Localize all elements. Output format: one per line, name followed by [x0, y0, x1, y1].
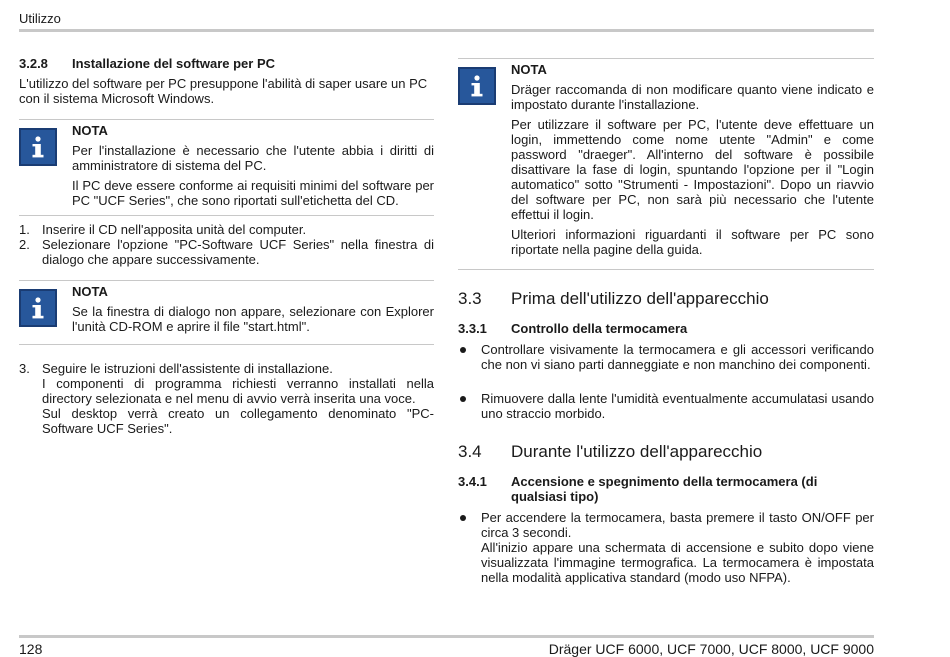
step-text: Selezionare l'opzione "PC-Software UCF Series" nella finestra di dialogo che appare successivamente.: [42, 237, 434, 267]
bullet-icon: [460, 515, 466, 521]
list-item: [458, 391, 874, 421]
section-number: 3.3.1: [458, 321, 487, 336]
note-paragraph: Dräger raccomanda di non modificare quanto viene indicato e impostato durante l'installazione.: [511, 82, 874, 112]
header-rule: [19, 29, 874, 32]
section-title: Prima dell'utilizzo dell'apparecchio: [511, 289, 769, 308]
bullet-icon: [460, 347, 466, 353]
step-text: Inserire il CD nell'apposita unità del computer.: [42, 222, 307, 237]
section-title: Controllo della termocamera: [511, 321, 688, 336]
section-title: Durante l'utilizzo dell'apparecchio: [511, 442, 763, 461]
bullet-text: All'inizio appare una schermata di accensione e subito dopo viene visualizzata l'immagine termografica. La termocamera è impostata nella modalità applicativa standard (modo uso NFPA).: [481, 540, 874, 585]
note-paragraph: Per l'installazione è necessario che l'utente abbia i diritti di amministratore di sistema del PC.: [72, 143, 434, 173]
list-item-step-2: [19, 237, 434, 267]
section-heading-3-3-1: [458, 321, 874, 337]
info-icon: [19, 289, 57, 327]
section-number: 3.2.8: [19, 56, 48, 71]
step-text: Seguire le istruzioni dell'assistente di installazione.: [42, 361, 333, 376]
page-header-title: Utilizzo: [19, 11, 61, 26]
note-paragraph: Il PC deve essere conforme ai requisiti minimi del software per PC "UCF Series", che sono riportati sull'etichetta del CD.: [72, 178, 434, 208]
section-title: Installazione del software per PC: [72, 56, 275, 71]
list-item: [458, 342, 874, 387]
step-number: 1.: [19, 222, 30, 237]
footer-rule: [19, 635, 874, 638]
step-number: 3.: [19, 361, 30, 376]
section-number: 3.3: [458, 289, 482, 308]
note-title: NOTA: [72, 284, 108, 299]
step-number: 2.: [19, 237, 30, 252]
intro-paragraph: L'utilizzo del software per PC presuppone l'abilità di saper usare un PC con il sistema Microsoft Windows.: [19, 76, 428, 106]
section-number: 3.4: [458, 442, 482, 461]
section-heading-3-4-1: [458, 474, 874, 506]
bullet-text: Rimuovere dalla lente l'umidità eventualmente accumulatasi usando uno straccio morbido.: [481, 391, 874, 421]
footer-product: Dräger UCF 6000, UCF 7000, UCF 8000, UCF 9000: [548, 641, 874, 657]
note-paragraph: Per utilizzare il software per PC, l'utente deve effettuare un login, immettendo come nome utente "Admin" e come password "draeger". All'interno del software è possibile disattivare la fase di login, spuntando l'opzione per il "Login automatico" sotto "Strumenti - Impostazioni". Dopo un riavvio del software per PC, non sarà più necessario che l'utente effettui il login.: [511, 117, 874, 222]
section-heading-3-4: [458, 442, 874, 462]
section-title: Accensione e spegnimento della termocamera (di qualsiasi tipo): [511, 474, 818, 504]
section-number: 3.4.1: [458, 474, 487, 489]
note-box-explorer: [19, 280, 434, 345]
note-title: NOTA: [511, 62, 547, 77]
note-box-admin: [19, 119, 434, 216]
info-icon: [458, 67, 496, 105]
note-paragraph: Se la finestra di dialogo non appare, selezionare con Explorer l'unità CD-ROM e aprire il file "start.html".: [72, 304, 434, 334]
section-heading-3-3: [458, 289, 874, 309]
note-paragraph: Ulteriori informazioni riguardanti il software per PC sono riportate nella pagine della guida.: [511, 227, 874, 257]
list-item: [458, 510, 874, 586]
bullet-text: Controllare visivamente la termocamera e gli accessori verificando che non vi siano parti danneggiate e non manchino dei componenti.: [481, 342, 874, 372]
section-heading-3-2-8: [19, 56, 434, 72]
list-item-step-1: [19, 222, 434, 237]
note-title: NOTA: [72, 123, 108, 138]
page-number: 128: [19, 641, 43, 657]
step-text: I componenti di programma richiesti verranno installati nella directory selezionata e nel menu di avvio verrà inserita una voce.: [42, 376, 434, 406]
list-item-step-3: [19, 361, 434, 437]
bullet-icon: [460, 396, 466, 402]
note-box-login: [458, 58, 874, 270]
info-icon: [19, 128, 57, 166]
bullet-text: Per accendere la termocamera, basta premere il tasto ON/OFF per circa 3 secondi.: [481, 510, 874, 540]
step-text: Sul desktop verrà creato un collegamento denominato "PC-Software UCF Series".: [42, 406, 434, 436]
